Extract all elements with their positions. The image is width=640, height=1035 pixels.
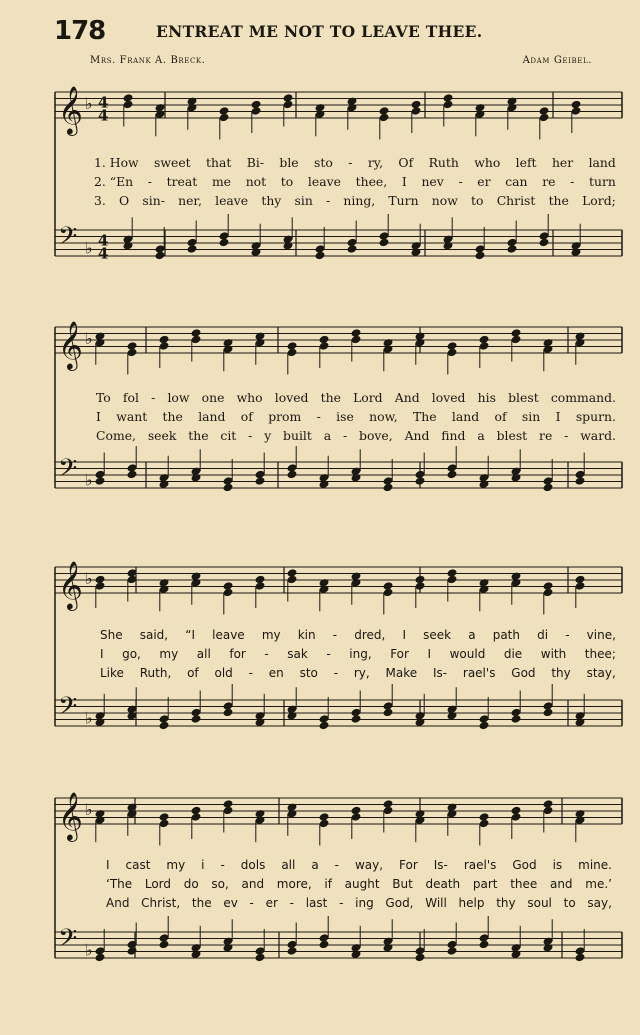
lyric-syllable: Come, — [96, 428, 136, 443]
lyric-syllable: - — [339, 896, 344, 910]
lyric-syllable: - — [564, 428, 569, 443]
lyric-syllable: And — [404, 428, 430, 443]
flat-key-signature-icon: ♭ — [85, 329, 93, 348]
lyric-syllable: - — [316, 409, 321, 424]
flat-key-signature-icon: ♭ — [85, 94, 93, 113]
lyric-syllable: say, — [587, 896, 612, 910]
lyric-syllable: leave — [215, 193, 249, 208]
treble-clef-icon: 𝄞 — [58, 791, 83, 840]
lyric-syllable: 2. “En — [94, 174, 134, 189]
lyric-syllable: die — [503, 647, 523, 661]
lyric-syllable: if — [324, 877, 332, 891]
notehead — [479, 721, 490, 731]
notehead — [447, 946, 458, 956]
notehead — [223, 483, 234, 493]
lyric-syllable: - — [332, 628, 338, 642]
lyric-syllable: - — [348, 155, 353, 170]
lyric-syllable: who — [236, 390, 263, 405]
lyric-syllable: And — [106, 896, 130, 910]
notehead — [155, 251, 166, 261]
lyric-syllable: the — [188, 428, 209, 443]
notehead — [319, 721, 330, 731]
lyric-syllable: death — [425, 877, 461, 891]
lyric-syllable: aught — [344, 877, 380, 891]
lyric-syllable: a — [477, 428, 485, 443]
lyric-syllable: said, — [139, 628, 169, 642]
bass-clef-icon: 𝄢 — [58, 453, 78, 489]
lyric-syllable: ble — [279, 155, 299, 170]
notehead — [511, 714, 522, 724]
lyric-syllable: dred, — [354, 628, 386, 642]
lyric-syllable: so, — [211, 877, 229, 891]
lyric-syllable: thy — [496, 896, 516, 910]
lyric-syllable: I — [106, 858, 110, 872]
lyric-syllable: - — [248, 666, 253, 680]
treble-clef-icon: 𝄞 — [58, 85, 83, 134]
flat-key-signature-icon: ♭ — [85, 800, 93, 819]
lyric-syllable: the — [548, 193, 569, 208]
lyric-syllable: fol — [122, 390, 139, 405]
lyric-syllable: bove, — [359, 428, 393, 443]
lyric-syllable: treat — [166, 174, 198, 189]
lyric-syllable: blest — [508, 390, 539, 405]
lyric-syllable: that — [206, 155, 232, 170]
lyric-syllable: ‘The — [106, 877, 133, 891]
notehead — [507, 244, 518, 254]
lyric-syllable: Will — [425, 896, 447, 910]
lyric-syllable: rael's — [462, 666, 496, 680]
lyric-syllable: dols — [240, 858, 266, 872]
lyric-syllable: sto — [314, 155, 333, 170]
lyric-syllable: Bi- — [246, 155, 265, 170]
lyric-syllable: of — [240, 409, 253, 424]
notehead — [159, 940, 170, 950]
lyric-line-3 — [94, 192, 616, 210]
lyric-syllable: the — [320, 390, 341, 405]
lyric-syllable: leave — [212, 628, 245, 642]
lyric-syllable: For — [399, 858, 418, 872]
lyric-syllable: spurn. — [575, 409, 616, 424]
lyric-syllable: - — [264, 647, 269, 661]
lyric-syllable: land — [198, 409, 226, 424]
notehead — [255, 953, 266, 963]
notehead — [447, 470, 458, 480]
lyric-syllable: Is- — [432, 666, 448, 680]
lyric-syllable: stay, — [586, 666, 616, 680]
lyric-syllable: Turn — [388, 193, 419, 208]
lyric-syllable: part — [472, 877, 498, 891]
lyric-syllable: Of — [398, 155, 414, 170]
lyric-syllable: the — [162, 409, 183, 424]
lyric-syllable: Lord — [144, 877, 171, 891]
lyric-syllable: a — [323, 428, 332, 443]
lyric-syllable: The — [413, 409, 437, 424]
treble-clef-icon: 𝄞 — [58, 320, 83, 369]
lyric-syllable: cast — [125, 858, 151, 872]
lyric-syllable: me.’ — [585, 877, 612, 891]
treble-staff — [55, 791, 622, 842]
notehead — [287, 470, 298, 480]
lyric-syllable: vine, — [586, 628, 616, 642]
lyric-syllable: - — [151, 390, 156, 405]
lyric-syllable: for — [229, 647, 246, 661]
lyric-syllable: rael's — [463, 858, 497, 872]
lyric-syllable: - — [220, 858, 225, 872]
lyric-syllable: mine. — [578, 858, 612, 872]
notehead — [255, 476, 266, 486]
time-signature-bottom: 4 — [98, 244, 109, 263]
notehead — [575, 953, 586, 963]
lyric-line-1 — [96, 389, 616, 407]
lyric-syllable: 1. How — [94, 155, 139, 170]
lyric-syllable: leave — [307, 174, 341, 189]
lyric-syllable: ing, — [349, 647, 372, 661]
time-signature-top: 4 — [98, 231, 109, 250]
lyric-syllable: last — [305, 896, 328, 910]
lyric-syllable: all — [196, 647, 211, 661]
bass-clef-icon: 𝄢 — [58, 691, 78, 727]
lyric-syllable: - — [289, 896, 294, 910]
bass-staff — [55, 454, 622, 490]
lyric-line-2 — [94, 173, 616, 191]
lyric-syllable: Ruth, — [139, 666, 172, 680]
lyric-syllable: God — [512, 858, 537, 872]
notehead — [351, 714, 362, 724]
flat-key-signature-icon: ♭ — [85, 708, 93, 728]
lyric-syllable: way, — [354, 858, 384, 872]
lyric-syllable: - — [342, 428, 348, 443]
lyric-syllable: en — [268, 666, 284, 680]
lyric-syllable: his — [477, 390, 496, 405]
notehead — [479, 940, 490, 950]
lyric-syllable: “I — [185, 628, 195, 642]
lyric-syllable: kin — [297, 628, 316, 642]
notehead — [287, 946, 298, 956]
lyric-syllable: loved — [274, 390, 309, 405]
lyric-syllable: Ruth — [428, 155, 459, 170]
lyric-syllable: seek — [423, 628, 452, 642]
lyric-syllable: - — [565, 628, 570, 642]
lyric-syllable: of — [494, 409, 507, 424]
lyric-syllable: - — [333, 666, 339, 680]
notehead — [475, 251, 486, 261]
lyric-syllable: built — [283, 428, 312, 443]
lyric-syllable: a — [311, 858, 319, 872]
notehead — [219, 238, 230, 248]
lyric-syllable: re — [539, 428, 553, 443]
lyric-syllable: I — [555, 409, 561, 424]
lyric-syllable: - — [248, 428, 253, 443]
treble-staff — [55, 320, 622, 371]
lyric-syllable: my — [166, 858, 186, 872]
lyric-syllable: ev — [223, 896, 238, 910]
bass-staff — [55, 924, 622, 960]
lyric-syllable: ry, — [367, 155, 384, 170]
lyric-syllable: nev — [421, 174, 444, 189]
flat-key-signature-icon: ♭ — [85, 569, 93, 588]
lyric-syllable: loved — [431, 390, 466, 405]
lyric-syllable: And — [394, 390, 420, 405]
lyric-syllable: I — [100, 647, 104, 661]
lyric-syllable: I — [402, 628, 406, 642]
lyric-syllable: old — [214, 666, 233, 680]
composer-credit: Adam Geibel. — [522, 55, 592, 66]
lyric-syllable: - — [334, 858, 339, 872]
hymn-number: 178 — [54, 16, 106, 46]
lyric-syllable: God — [511, 666, 536, 680]
lyric-syllable: - — [147, 174, 152, 189]
lyric-syllable: sweet — [154, 155, 191, 170]
bass-staff — [55, 692, 622, 728]
lyric-syllable: to — [471, 193, 484, 208]
lyric-line-1 — [106, 856, 612, 874]
notehead — [543, 483, 554, 493]
lyric-syllable: my — [159, 647, 179, 661]
flat-key-signature-icon: ♭ — [85, 470, 93, 490]
lyric-line-3 — [96, 427, 616, 445]
lyric-syllable: I — [401, 174, 407, 189]
lyric-line-1 — [100, 626, 616, 644]
flat-key-signature-icon: ♭ — [85, 238, 93, 258]
notehead — [319, 940, 330, 950]
hymn-title: ENTREAT ME NOT TO LEAVE THEE. — [156, 22, 483, 41]
lyric-syllable: sin- — [142, 193, 165, 208]
lyric-line-2 — [96, 408, 616, 426]
notehead — [415, 953, 426, 963]
lyric-syllable: of — [187, 666, 199, 680]
lyric-syllable: sin — [521, 409, 541, 424]
lyric-syllable: sin — [294, 193, 313, 208]
lyric-syllable: God, — [385, 896, 414, 910]
notehead — [347, 244, 358, 254]
notehead — [159, 721, 170, 731]
notehead — [543, 708, 554, 718]
lyric-syllable: Like — [100, 666, 124, 680]
lyric-syllable: ner, — [178, 193, 202, 208]
lyric-syllable: i — [201, 858, 205, 872]
lyric-syllable: O — [119, 193, 130, 208]
lyric-syllable: thy — [261, 193, 282, 208]
lyric-syllable: Christ — [496, 193, 536, 208]
lyric-syllable: ry, — [353, 666, 370, 680]
lyric-syllable: I — [96, 409, 101, 424]
lyric-syllable: go, — [122, 647, 141, 661]
lyric-syllable: Lord; — [582, 193, 616, 208]
lyric-syllable: - — [570, 174, 575, 189]
notehead — [539, 238, 550, 248]
lyric-syllable: now, — [369, 409, 398, 424]
lyric-syllable: sak — [287, 647, 308, 661]
notehead — [127, 470, 138, 480]
notehead — [127, 946, 138, 956]
lyric-line-3 — [100, 664, 616, 682]
lyric-syllable: thy — [551, 666, 571, 680]
lyric-syllable: seek — [147, 428, 177, 443]
lyric-syllable: and — [549, 877, 573, 891]
lyric-syllable: y — [264, 428, 272, 443]
notehead — [383, 483, 394, 493]
lyric-syllable: want — [116, 409, 148, 424]
lyric-syllable: To — [96, 390, 111, 405]
notehead — [187, 244, 198, 254]
treble-staff — [55, 560, 622, 611]
lyric-syllable: command. — [550, 390, 616, 405]
lyric-syllable: - — [458, 174, 463, 189]
lyric-syllable: with — [540, 647, 567, 661]
lyric-syllable: now — [431, 193, 458, 208]
lyric-syllable: soul — [527, 896, 552, 910]
lyric-syllable: sto — [299, 666, 318, 680]
notehead — [191, 714, 202, 724]
lyric-syllable: - — [326, 647, 331, 661]
lyric-syllable: all — [281, 858, 296, 872]
lyric-syllable: to — [280, 174, 294, 189]
lyric-syllable: ise — [336, 409, 354, 424]
lyric-syllable: ing — [355, 896, 374, 910]
time-signature-top: 4 — [98, 93, 109, 112]
lyric-syllable: who — [474, 155, 501, 170]
lyric-line-1 — [94, 154, 616, 172]
notehead — [95, 953, 106, 963]
notehead — [223, 708, 234, 718]
lyric-syllable: thee, — [355, 174, 388, 189]
lyric-syllable: ward. — [580, 428, 616, 443]
lyric-syllable: find — [441, 428, 466, 443]
notehead — [379, 238, 390, 248]
lyric-syllable: can — [505, 174, 528, 189]
lyric-syllable: For — [390, 647, 409, 661]
bass-staff — [55, 222, 622, 262]
flat-key-signature-icon: ♭ — [85, 940, 93, 960]
lyric-syllable: path — [492, 628, 520, 642]
treble-staff — [55, 85, 622, 136]
lyric-syllable: one — [201, 390, 225, 405]
lyric-syllable: help — [458, 896, 485, 910]
bass-clef-icon: 𝄢 — [58, 923, 78, 959]
lyric-syllable: and — [241, 877, 265, 891]
lyric-syllable: her — [551, 155, 574, 170]
lyric-syllable: blest — [496, 428, 528, 443]
lyric-syllable: - — [326, 193, 331, 208]
time-signature-bottom: 4 — [98, 106, 109, 125]
notehead — [383, 708, 394, 718]
lyric-syllable: a — [468, 628, 476, 642]
lyric-line-2 — [106, 875, 612, 893]
lyric-syllable: the — [191, 896, 212, 910]
lyric-syllable: more, — [276, 877, 312, 891]
lyric-syllable: is — [552, 858, 563, 872]
lyric-syllable: di — [537, 628, 549, 642]
notehead — [95, 476, 106, 486]
lyric-syllable: turn — [589, 174, 616, 189]
lyric-syllable: not — [245, 174, 267, 189]
lyric-syllable: thee — [510, 877, 538, 891]
lyric-syllable: ning, — [343, 193, 376, 208]
lyric-syllable: But — [392, 877, 413, 891]
lyric-syllable: cit — [220, 428, 237, 443]
lyric-syllable: to — [563, 896, 576, 910]
lyric-syllable: Is- — [433, 858, 448, 872]
lyric-syllable: do — [183, 877, 199, 891]
bass-clef-icon: 𝄢 — [58, 221, 78, 257]
lyric-syllable: er — [265, 896, 278, 910]
lyric-syllable: thee; — [584, 647, 616, 661]
lyric-syllable: er — [477, 174, 491, 189]
notehead — [575, 476, 586, 486]
lyric-syllable: would — [449, 647, 486, 661]
lyric-syllable: 3. — [94, 193, 106, 208]
lyric-syllable: Lord — [353, 390, 383, 405]
lyric-syllable: re — [542, 174, 556, 189]
lyric-syllable: I — [427, 647, 432, 661]
notehead — [315, 251, 326, 261]
lyric-syllable: She — [100, 628, 123, 642]
lyric-syllable: me — [211, 174, 232, 189]
lyric-line-3 — [106, 894, 612, 912]
lyric-line-2 — [100, 645, 616, 663]
lyric-syllable: prom — [268, 409, 302, 424]
notehead — [415, 476, 426, 486]
lyric-syllable: Christ, — [141, 896, 181, 910]
treble-clef-icon: 𝄞 — [58, 560, 83, 609]
lyric-syllable: my — [261, 628, 281, 642]
lyric-syllable: Make — [385, 666, 418, 680]
lyric-syllable: - — [249, 896, 254, 910]
lyric-syllable: land — [451, 409, 480, 424]
lyricist-credit: Mrs. Frank A. Breck. — [90, 55, 206, 66]
lyric-syllable: low — [167, 390, 190, 405]
lyric-syllable: left — [515, 155, 537, 170]
lyric-syllable: land — [588, 155, 616, 170]
